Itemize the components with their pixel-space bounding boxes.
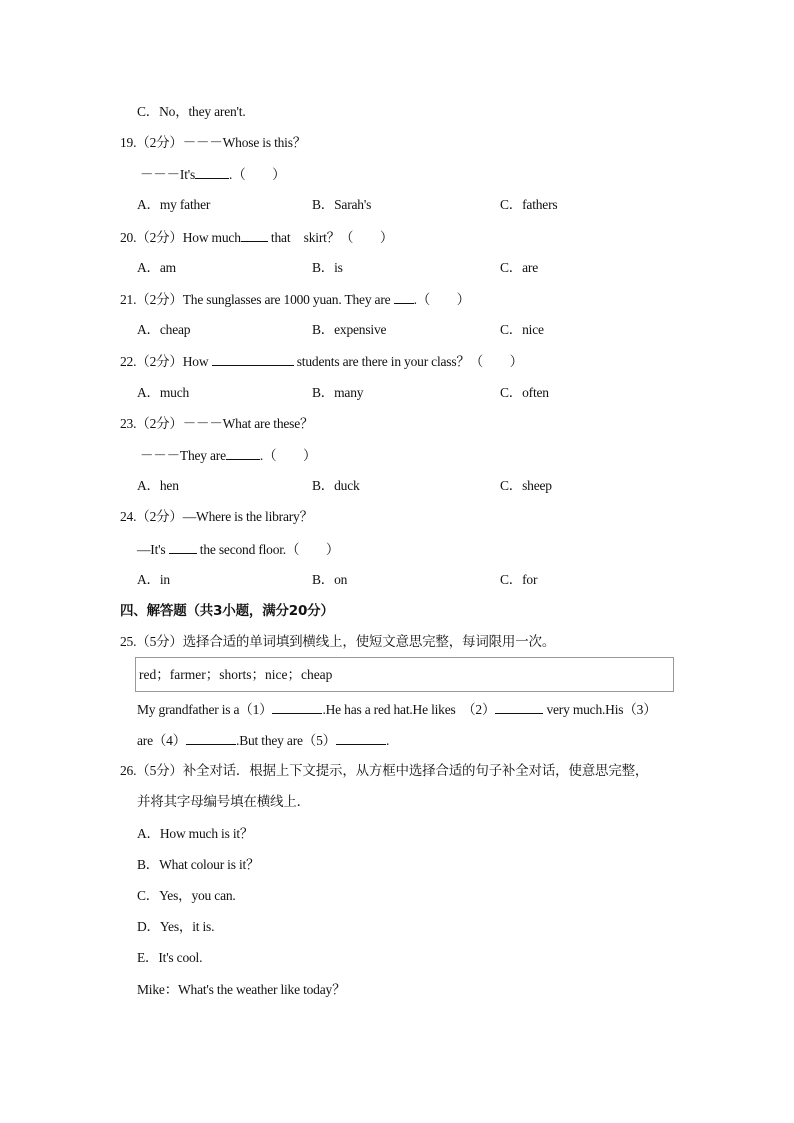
q24-sub-suffix: the second floor.（ ）: [196, 542, 340, 557]
q25-stem: 25.（5分）选择合适的单词填到横线上，使短文意思完整，每词限用一次。: [120, 634, 556, 649]
q25-l1-c: very much.His（3）: [543, 702, 657, 717]
q26-option-b: B．What colour is it？: [137, 857, 260, 872]
word-box-words: red；farmer；shorts；nice；cheap: [139, 667, 333, 682]
q20-stem: [120, 228, 393, 247]
q21-option-a: A．cheap: [137, 322, 191, 337]
answer-blank: [169, 540, 197, 554]
q23-sub-prefix: －－－They are: [140, 448, 226, 463]
q26-option-e: E．It's cool.: [137, 950, 203, 965]
q26-option-c: C．Yes，you can.: [137, 888, 236, 903]
q24-stem: 24.（2分）—Where is the library？: [120, 509, 313, 524]
answer-blank: [212, 352, 294, 366]
q20-stem-suffix: that skirt？（ ）: [267, 230, 394, 245]
q25-passage-line-1: [137, 700, 657, 719]
answer-blank: [272, 700, 322, 714]
q26-stem: 26.（5分）补全对话．根据上下文提示，从方框中选择合适的句子补全对话，使意思完整，: [120, 763, 649, 778]
q19-sub-suffix: .（ ）: [229, 167, 286, 182]
q23-option-a: A．hen: [137, 478, 179, 493]
answer-blank: [226, 446, 260, 460]
q21-stem-prefix: 21.（2分）The sunglasses are 1000 yuan. They are: [120, 292, 394, 307]
q25-l2-a: are（4）: [137, 733, 187, 748]
q22-stem: [120, 352, 523, 371]
q24-sub-prefix: —It's: [137, 542, 169, 557]
q20-option-c: C．are: [500, 260, 538, 275]
answer-blank: [336, 731, 386, 745]
answer-blank: [186, 731, 236, 745]
q19-option-b: B．Sarah's: [312, 197, 372, 212]
q23-option-c: C．sheep: [500, 478, 552, 493]
q22-option-c: C．often: [500, 385, 549, 400]
q21-option-c: C．nice: [500, 322, 544, 337]
answer-blank: [495, 700, 543, 714]
q21-stem: [120, 290, 470, 309]
q20-option-b: B．is: [312, 260, 343, 275]
q26-stem-2: 并将其字母编号填在横线上．: [137, 794, 310, 809]
q23-stem: 23.（2分）－－－What are these？: [120, 416, 314, 431]
answer-blank: [195, 165, 229, 179]
q26-option-d: D．Yes，it is.: [137, 919, 215, 934]
q23-option-b: B．duck: [312, 478, 360, 493]
q23-sub-line: [140, 446, 316, 465]
q19-option-a: A．my father: [137, 197, 211, 212]
q24-option-a: A．in: [137, 572, 170, 587]
q20-option-a: A．am: [137, 260, 176, 275]
q22-stem-prefix: 22.（2分）How: [120, 354, 212, 369]
q24-option-c: C．for: [500, 572, 538, 587]
q24-option-b: B．on: [312, 572, 348, 587]
q24-sub-line: [137, 540, 339, 559]
q25-l1-b: .He has a red hat.He likes （2）: [322, 702, 496, 717]
q19-sub-line: [140, 165, 285, 184]
q18-option-c: C．No，they aren't.: [137, 104, 246, 119]
section-heading: 四、解答题（共3小题，满分20分）: [120, 603, 334, 619]
q25-l1-a: My grandfather is a（1）: [137, 702, 273, 717]
q23-sub-suffix: .（ ）: [259, 448, 317, 463]
word-box: [135, 657, 674, 692]
q19-stem: 19.（2分）－－－Whose is this？: [120, 135, 307, 150]
q22-option-b: B．many: [312, 385, 364, 400]
q25-l2-b: .But they are（5）: [236, 733, 336, 748]
q22-stem-suffix: students are there in your class？（ ）: [293, 354, 523, 369]
q22-option-a: A．much: [137, 385, 190, 400]
q20-stem-prefix: 20.（2分）How much: [120, 230, 241, 245]
q19-option-c: C．fathers: [500, 197, 558, 212]
q21-stem-suffix: .（ ）: [413, 292, 470, 307]
q26-option-a: A．How much is it？: [137, 826, 254, 841]
answer-blank: [394, 290, 414, 304]
answer-blank: [241, 228, 268, 242]
q25-passage-line-2: [137, 731, 389, 750]
q26-dialogue-mike: Mike：What's the weather like today？: [137, 982, 346, 997]
q25-l2-c: .: [385, 733, 390, 748]
q21-option-b: B．expensive: [312, 322, 387, 337]
q19-sub-prefix: －－－It's: [140, 167, 196, 182]
